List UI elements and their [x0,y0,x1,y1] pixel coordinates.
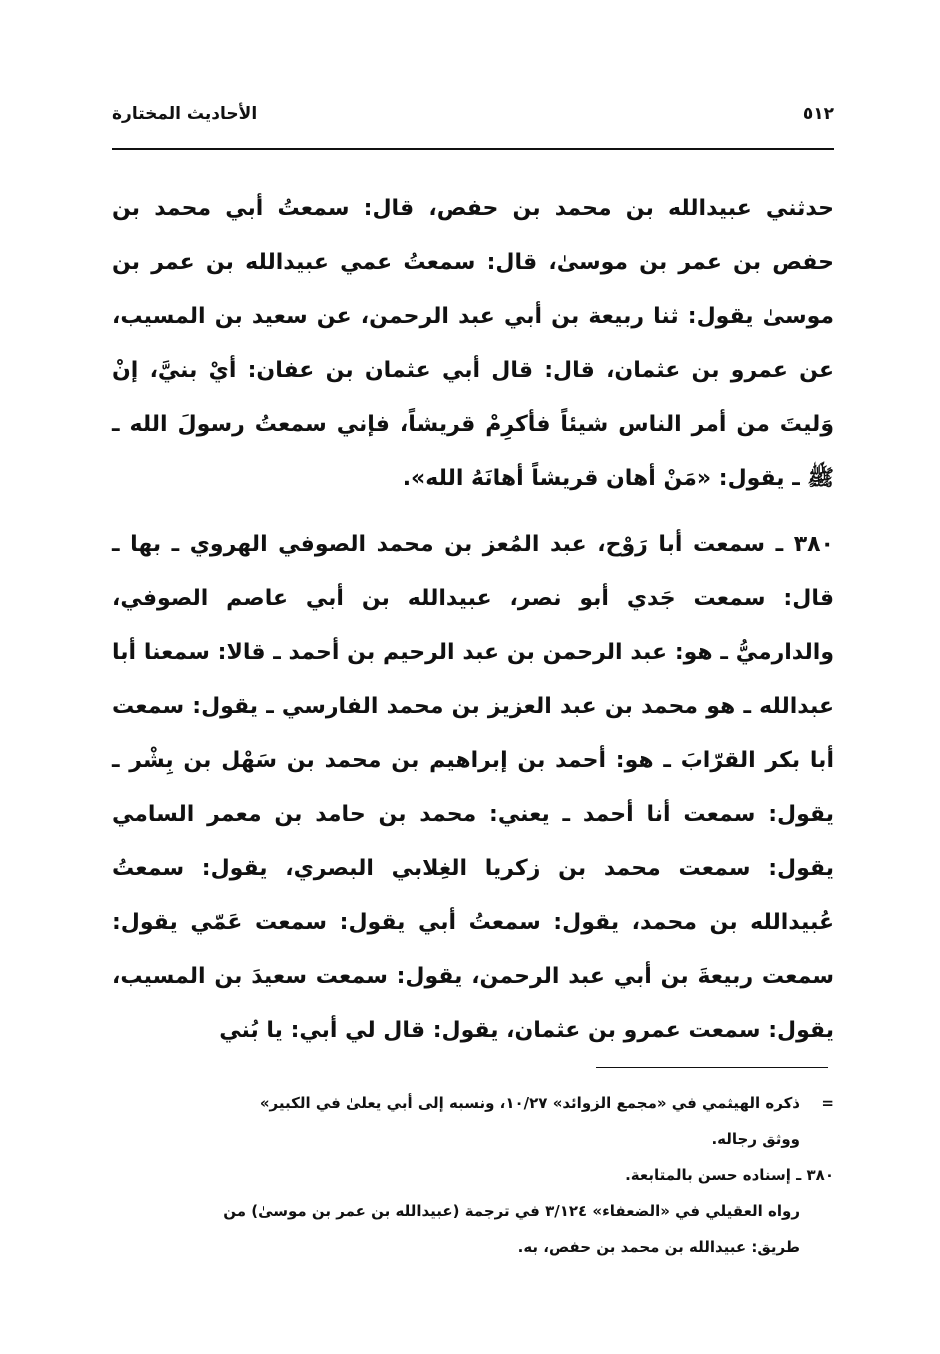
footnote-380-number: ٣٨٠ ـ [796,1166,834,1184]
footnotes [112,1085,834,1265]
hadith-paragraph-380: ٣٨٠ ـ سمعت أبا رَوْح، عبد المُعز بن محمد الصوفي الهروي ـ بها ـ قال: سمعت جَدي أبو نصر، عبيدالله بن أبي عاصم الصوفي، والدارميُّ ـ هو: عبد الرحمن بن عبد الرحيم بن أحمد ـ قالا: سمعنا أبا عبدالله ـ هو محمد بن عبد العزيز بن محمد الفارسي ـ يقول: سمعت أبا بكر القرّابَ ـ هو: أحمد بن إبراهيم بن محمد بن سَهْل بن بِشْر ـ يقول: سمعت أنا أحمد ـ يعني: محمد بن حامد بن معمر السامي يقول: سمعت محمد بن زكريا الغِلابي البصري، يقول: سمعتُ عُبيدالله بن محمد، يقول: سمعتُ أبي يقول: سمعت عَمّي يقول: سمعت ربيعةَ بن أبي عبد الرحمن، يقول: سمعت سعيدَ بن المسيب، يقول: سمعت عمرو بن عثمان، يقول: قال لي أبي: يا بُني [112,532,834,1043]
footnote-380-text: إسناده حسن بالمتابعة. [625,1166,791,1184]
footnote-rule [596,1067,828,1068]
running-head [112,96,834,136]
page-number: ٥١٢ [802,104,834,124]
continuation-marker: = [821,1094,834,1112]
running-title: الأحاديث المختارة [112,104,258,124]
footnote-380 [112,1157,834,1193]
hadith-paragraph-1: حدثني عبيدالله بن محمد بن حفص، قال: سمعتُ أبي محمد بن حفص بن عمر بن موسىٰ، قال: سمعتُ عمي عبيدالله بن عمر بن موسىٰ يقول: ثنا ربيعة بن أبي عبد الرحمن، عن سعيد بن المسيب، عن عمرو بن عثمان، قال: قال أبي عثمان بن عفان: أيْ بنيَّ، إنْ وَليتَ من أمر الناس شيئاً فأكرِمْ قريشاً، فإني سمعتُ رسولَ الله ـ ﷺ ـ يقول: «مَنْ أهان قريشاً أهانَهُ الله». [112,196,834,491]
footnote-380-line-2: رواه العقيلي في «الضعفاء» ٣/١٢٤ في ترجمة (عبيدالله بن عمر بن موسىٰ) من [223,1202,800,1220]
footnote-continuation [112,1085,834,1157]
footnote-1-line-1: ذكره الهيثمي في «مجمع الزوائد» ١٠/٢٧، ونسبه إلى أبي يعلىٰ في الكبير» [259,1094,800,1112]
footnote-380-detail [112,1193,834,1265]
main-text [112,182,834,1058]
header-rule [112,148,834,150]
footnote-380-line-3: طريق: عبيدالله بن محمد بن حفص، به. [517,1238,800,1256]
footnote-1-line-2: ووثق رجاله. [711,1130,800,1148]
